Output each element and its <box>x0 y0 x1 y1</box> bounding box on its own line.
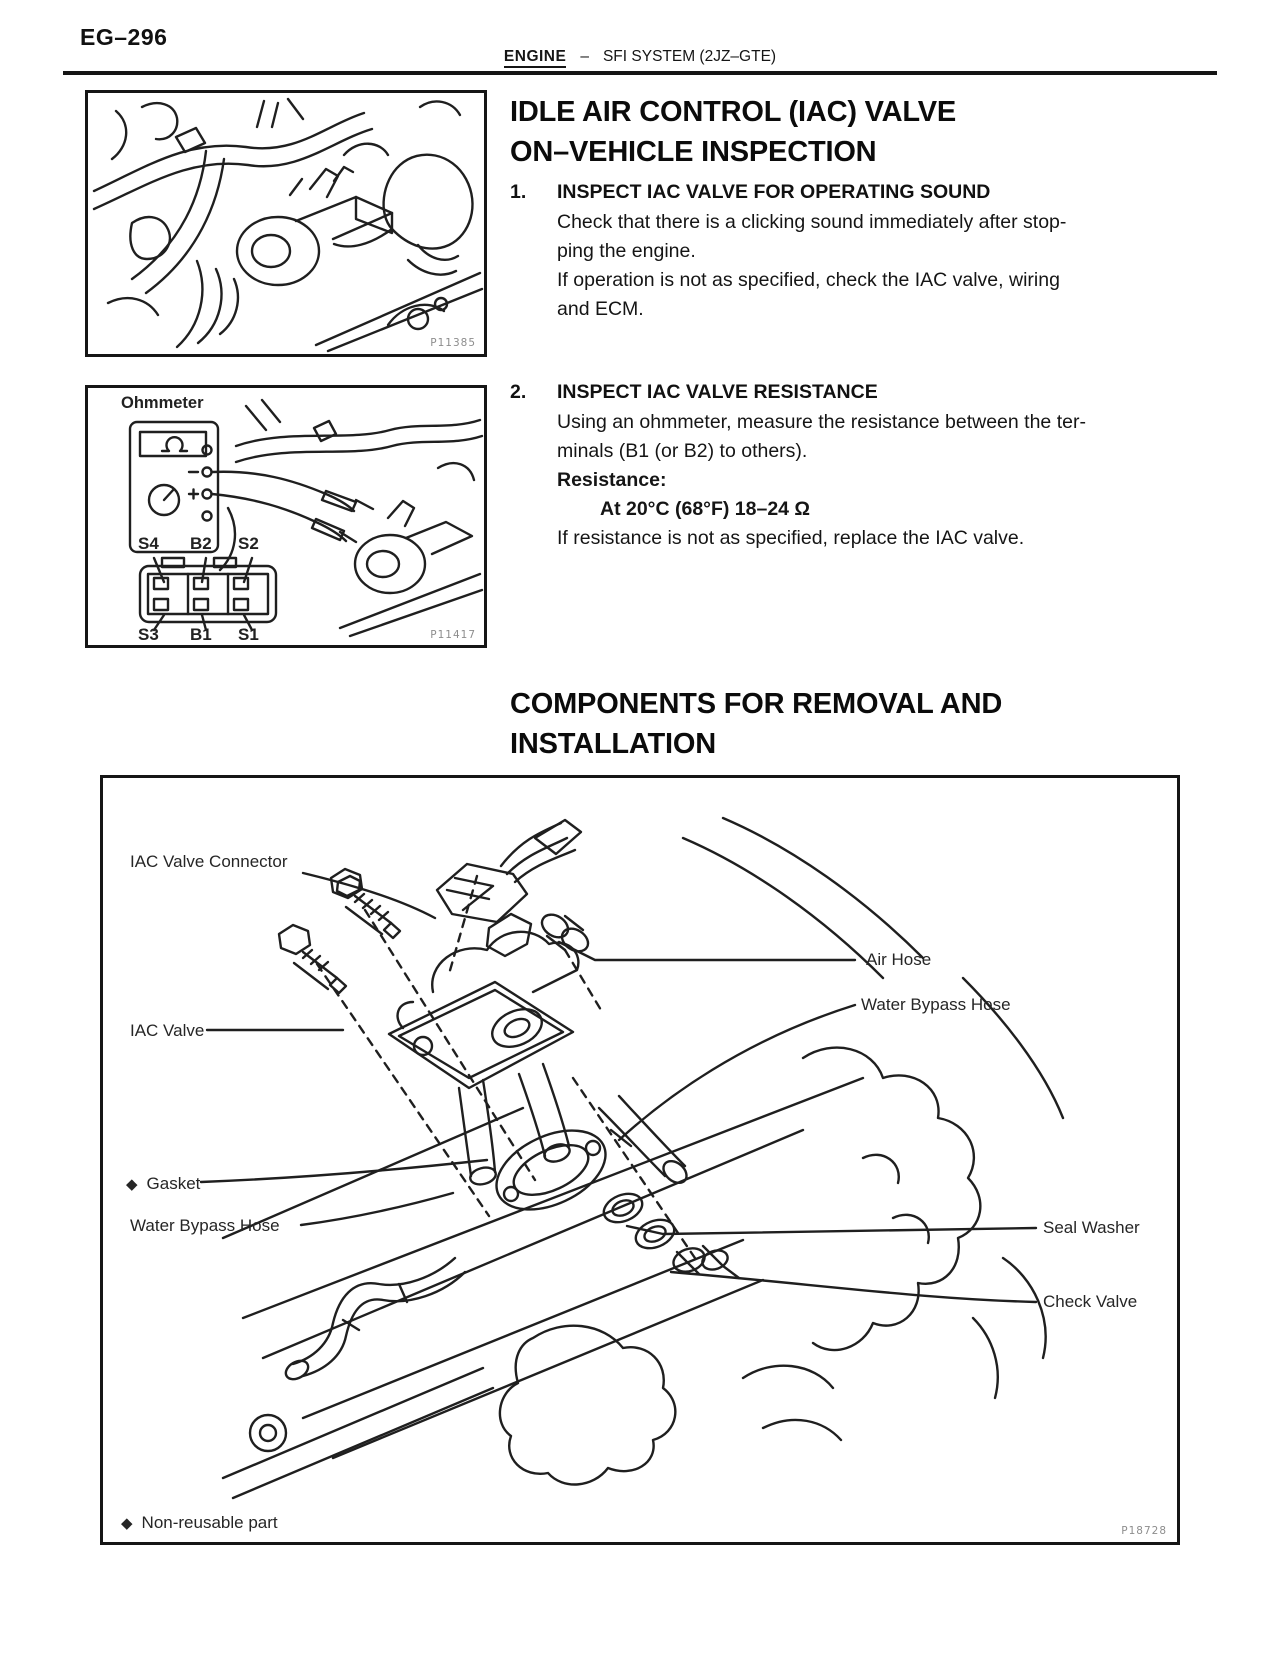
figure-id: P18728 <box>1121 1525 1167 1537</box>
non-reusable-bullet-icon: ◆ <box>126 1176 138 1193</box>
figure-iac-valve-resistance <box>85 385 487 648</box>
label-non-reusable-text: Non-reusable part <box>141 1513 278 1532</box>
label-air-hose: Air Hose <box>866 950 932 969</box>
pin-label-s4: S4 <box>138 534 159 553</box>
engine-bay-illustration <box>88 93 484 354</box>
figure-id: P11417 <box>430 629 476 641</box>
pin-label-s3: S3 <box>138 625 159 644</box>
step2-number: 2. <box>510 381 527 403</box>
figure-id: P11385 <box>430 337 476 349</box>
section-title-line2: ON–VEHICLE INSPECTION <box>510 136 877 168</box>
header-rule <box>63 71 1217 75</box>
header-separator: – <box>580 48 589 65</box>
label-check-valve: Check Valve <box>1043 1292 1138 1311</box>
step1-number: 1. <box>510 181 527 203</box>
pin-label-s2: S2 <box>238 534 259 553</box>
step2-text-line: If resistance is not as specified, replace the IAC valve. <box>557 527 1025 549</box>
step2-heading: INSPECT IAC VALVE RESISTANCE <box>557 381 878 403</box>
resistance-value: At 20°C (68°F) 18–24 Ω <box>600 498 811 520</box>
step1-text-line: ping the engine. <box>557 240 696 262</box>
label-gasket-text: Gasket <box>146 1174 201 1193</box>
label-iac-valve-connector: IAC Valve Connector <box>130 852 288 871</box>
label-gasket <box>126 1174 200 1194</box>
label-non-reusable-part <box>121 1513 278 1533</box>
pin-label-b1: B1 <box>190 625 212 644</box>
step1-text-line: If operation is not as specified, check the IAC valve, wiring <box>557 269 1060 291</box>
ohmmeter-illustration <box>88 388 484 645</box>
components-title-line1: COMPONENTS FOR REMOVAL AND <box>510 688 1003 720</box>
ohmmeter-label: Ohmmeter <box>121 394 204 412</box>
figure-components-exploded <box>100 775 1180 1545</box>
step2-text-line: Using an ohmmeter, measure the resistance between the ter- <box>557 411 1086 433</box>
step1-text-line: and ECM. <box>557 298 644 320</box>
label-water-bypass-hose-left: Water Bypass Hose <box>130 1216 280 1235</box>
figure-iac-valve-sound <box>85 90 487 357</box>
header-subsection: SFI SYSTEM (2JZ–GTE) <box>602 48 777 65</box>
components-title-line2: INSTALLATION <box>510 728 716 760</box>
step1-text-line: Check that there is a clicking sound immediately after stop- <box>557 211 1067 233</box>
label-seal-washer: Seal Washer <box>1043 1218 1140 1237</box>
pin-label-b2: B2 <box>190 534 212 553</box>
step2-text-line: minals (B1 (or B2) to others). <box>557 440 808 462</box>
label-iac-valve: IAC Valve <box>130 1021 205 1040</box>
step1-heading: INSPECT IAC VALVE FOR OPERATING SOUND <box>557 181 991 203</box>
section-title-line1: IDLE AIR CONTROL (IAC) VALVE <box>510 96 957 128</box>
pin-label-s1: S1 <box>238 625 259 644</box>
resistance-label: Resistance: <box>557 469 667 491</box>
components-diagram <box>103 778 1177 1542</box>
non-reusable-bullet-icon: ◆ <box>121 1515 133 1532</box>
header-section: ENGINE <box>504 48 566 68</box>
page-number: EG–296 <box>80 24 168 50</box>
label-water-bypass-hose-right: Water Bypass Hose <box>861 995 1011 1014</box>
page-header <box>0 48 1280 66</box>
